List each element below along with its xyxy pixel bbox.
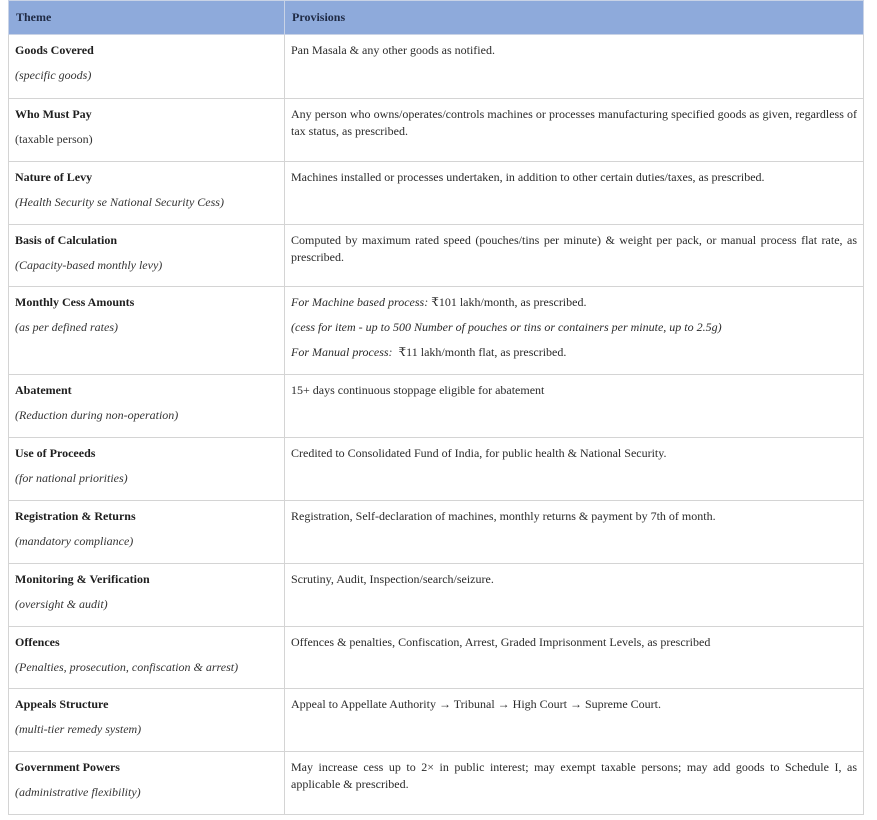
theme-subtitle: (Reduction during non-operation) xyxy=(15,408,179,422)
table-row xyxy=(9,627,864,689)
theme-title: Government Powers xyxy=(15,760,120,774)
provision-cell xyxy=(285,689,864,752)
provision-cell xyxy=(285,438,864,501)
theme-title: Abatement xyxy=(15,383,72,397)
theme-cell xyxy=(9,689,285,752)
manual-process-line xyxy=(291,344,857,361)
table-row xyxy=(9,564,864,627)
table-row xyxy=(9,99,864,162)
theme-cell xyxy=(9,375,285,438)
machine-process-value: ₹101 lakh/month, as prescribed. xyxy=(428,295,587,309)
theme-cell xyxy=(9,99,285,162)
theme-cell xyxy=(9,225,285,287)
table-row xyxy=(9,689,864,752)
provision-cell xyxy=(285,225,864,287)
machine-process-line xyxy=(291,294,857,311)
theme-cell xyxy=(9,35,285,99)
provision-cell xyxy=(285,752,864,815)
theme-subtitle: (specific goods) xyxy=(15,68,92,82)
table-row xyxy=(9,438,864,501)
theme-title: Nature of Levy xyxy=(15,170,93,184)
theme-subtitle: (multi-tier remedy system) xyxy=(15,722,142,736)
theme-cell xyxy=(9,752,285,815)
theme-title: Goods Covered xyxy=(15,43,94,57)
theme-title: Use of Proceeds xyxy=(15,446,96,460)
theme-subtitle: (Health Security se National Security Cess) xyxy=(15,195,224,209)
theme-title: Basis of Calculation xyxy=(15,233,118,247)
provision-text: Any person who owns/operates/controls machines or processes manufacturing specified goods as given, regardless of tax status, as prescribed. xyxy=(291,107,857,138)
cess-note: (cess for item - up to 500 Number of pouches or tins or containers per minute, up to 2.5g) xyxy=(291,320,722,334)
theme-subtitle: (mandatory compliance) xyxy=(15,534,134,548)
table-row xyxy=(9,225,864,287)
provision-text: Computed by maximum rated speed (pouches/tins per minute) & weight per pack, or manual process flat rate, as prescribed. xyxy=(291,233,857,264)
theme-cell xyxy=(9,627,285,689)
theme-subtitle: (administrative flexibility) xyxy=(15,785,141,799)
manual-process-label: For Manual process: xyxy=(291,345,393,359)
provision-cell xyxy=(285,35,864,99)
column-header-provisions: Provisions xyxy=(285,1,864,35)
provision-cell xyxy=(285,375,864,438)
table-row xyxy=(9,35,864,99)
theme-title: Appeals Structure xyxy=(15,697,109,711)
table-row xyxy=(9,375,864,438)
provision-cell xyxy=(285,501,864,564)
theme-subtitle: (taxable person) xyxy=(15,132,93,146)
table-row xyxy=(9,501,864,564)
table-row xyxy=(9,287,864,375)
provision-text: Registration, Self-declaration of machines, monthly returns & payment by 7th of month. xyxy=(291,509,716,523)
provision-cell xyxy=(285,287,864,375)
theme-cell xyxy=(9,501,285,564)
theme-cell xyxy=(9,438,285,501)
theme-subtitle: (oversight & audit) xyxy=(15,597,108,611)
provision-text: 15+ days continuous stoppage eligible for abatement xyxy=(291,383,545,397)
theme-cell xyxy=(9,162,285,225)
theme-subtitle: (for national priorities) xyxy=(15,471,128,485)
theme-subtitle: (Penalties, prosecution, confiscation & arrest) xyxy=(15,660,239,674)
provision-cell xyxy=(285,627,864,689)
provision-text: Pan Masala & any other goods as notified. xyxy=(291,43,495,57)
theme-cell xyxy=(9,564,285,627)
theme-subtitle: (Capacity-based monthly levy) xyxy=(15,258,163,272)
cess-provisions-table-wrapper xyxy=(8,0,863,815)
table-row xyxy=(9,752,864,815)
provision-text: Appeal to Appellate Authority → Tribunal → High Court → Supreme Court. xyxy=(291,697,661,711)
theme-subtitle: (as per defined rates) xyxy=(15,320,118,334)
provision-text: Scrutiny, Audit, Inspection/search/seizure. xyxy=(291,572,494,586)
provision-cell xyxy=(285,162,864,225)
provision-text: Machines installed or processes undertaken, in addition to other certain duties/taxes, as prescribed. xyxy=(291,170,765,184)
provision-text: May increase cess up to 2× in public interest; may exempt taxable persons; may add goods to Schedule I, as applicable & prescribed. xyxy=(291,760,857,791)
manual-process-value: ₹11 lakh/month flat, as prescribed. xyxy=(392,345,567,359)
theme-title: Who Must Pay xyxy=(15,107,92,121)
column-header-theme: Theme xyxy=(9,1,285,35)
theme-title: Offences xyxy=(15,635,60,649)
theme-title: Registration & Returns xyxy=(15,509,136,523)
machine-process-label: For Machine based process: xyxy=(291,295,429,309)
provision-cell xyxy=(285,564,864,627)
provision-text: Offences & penalties, Confiscation, Arrest, Graded Imprisonment Levels, as prescribed xyxy=(291,635,711,649)
theme-title: Monitoring & Verification xyxy=(15,572,150,586)
theme-cell xyxy=(9,287,285,375)
provision-text: Credited to Consolidated Fund of India, for public health & National Security. xyxy=(291,446,667,460)
theme-title: Monthly Cess Amounts xyxy=(15,295,135,309)
provision-cell xyxy=(285,99,864,162)
table-row xyxy=(9,162,864,225)
table-header-row xyxy=(9,1,864,35)
cess-provisions-table xyxy=(8,0,864,815)
